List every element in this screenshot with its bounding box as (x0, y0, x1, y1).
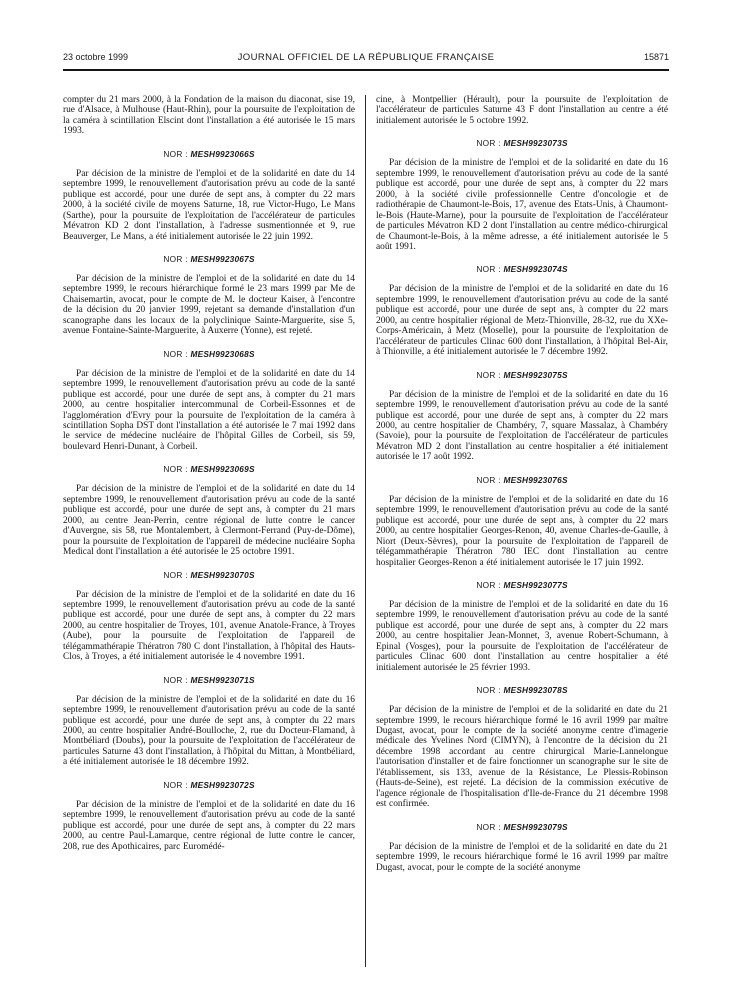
nor-code: MESH9923071S (190, 674, 255, 685)
paragraph: Par décision de la ministre de l'emploi et de la solidarité en date du 21 septembre 1999, le recours hiérarchique formé le 16 avril 1999 par maître Dugast, avocat, pour le compte de la société anonyme centre d'imagerie médicale des Yvelines Nord (CIMYN), à l'encontre de la décision du 21 décembre 1998 accordant au centre chirurgical Marie-Lannelongue l'autorisation d'installer et de faire fonctionner un scanographe sur le site de l'établissement, sis 133, avenue de la Résistance, Le Plessis-Robinson (Hauts-de-Seine), est rejeté. La décision de la commission exécutive de l'agence régionale de l'hospitalisation d'Ile-de-France du 21 décembre 1998 est confirmée. (376, 705, 668, 810)
nor-label: NOR : (476, 369, 504, 380)
header-rule (63, 69, 669, 71)
paragraph: Par décision de la ministre de l'emploi et de la solidarité en date du 16 septembre 1999, le renouvellement d'autorisation prévu au code de la santé publique est accordé, pour une durée de sept ans, à compter du 22 mars 2000, au centre hospitalier André-Boulloche, 2, rue du Docteur-Flamand, à Montbéliard (Doubs), pour la poursuite de l'exploitation de l'accélérateur de particules Saturne 43 dont l'installation, à l'hôpital du Mittan, à Montbéliard, a été initialement autorisée le 18 décembre 1992. (63, 694, 355, 768)
nor-code: MESH9923073S (503, 138, 568, 149)
nor-code: MESH9923074S (503, 264, 568, 275)
nor-line (63, 254, 355, 264)
issue-date: 23 octobre 1999 (63, 52, 129, 62)
nor-label: NOR : (476, 579, 504, 590)
nor-code: MESH9923068S (190, 348, 255, 359)
paragraph: Par décision de la ministre de l'emploi et de la solidarité en date du 14 septembre 1999, le renouvellement d'autorisation prévu au code de la santé publique est accordé, pour une durée de sept ans, à compter du 22 mars 2000, à la société civile de moyens Saturne, 18, rue Victor-Hugo, Le Mans (Sarthe), pour la poursuite de l'exploitation de l'accélérateur de particules Mévatron KD 2 dont l'installation, à l'adresse susmentionnée et 9, rue Beauverger, Le Mans, a été initialement autorisée le 22 juin 1992. (63, 168, 355, 242)
nor-label: NOR : (163, 253, 191, 264)
nor-label: NOR : (476, 685, 504, 696)
nor-code: MESH9923076S (503, 474, 568, 485)
paragraph: Par décision de la ministre de l'emploi et de la solidarité en date du 16 septembre 1999, le renouvellement d'autorisation prévu au code de la santé publique est accordé, pour une durée de sept ans, à compter du 22 mars 2000, à la société civile professionnelle Centre d'oncologie et de radiothérapie de Chaumont-le-Bois, 17, avenue des Etats-Unis, à Chaumont-le-Bois (Haute-Marne), pour la poursuite de l'exploitation de l'accélérateur de particules Mévatron KD 2 dont l'installation au centre médico-chirurgical de Chaumont-le-Bois, à la même adresse, a été initialement autorisée le 5 août 1991. (376, 158, 668, 252)
paragraph: cine, à Montpellier (Hérault), pour la poursuite de l'exploitation de l'accélérateur de particules Saturne 43 F dont l'installation au centre a été initialement autorisée le 5 octobre 1992. (376, 95, 668, 126)
nor-line (376, 370, 668, 380)
nor-code: MESH9923066S (190, 148, 255, 159)
paragraph: Par décision de la ministre de l'emploi et de la solidarité en date du 16 septembre 1999, le renouvellement d'autorisation prévu au code de la santé publique est accordé, pour une durée de sept ans, à compter du 22 mars 2000, au centre hospitalier régional de Metz-Thionville, 28-32, rue du XXe-Corps-Américain, à Metz (Moselle), pour la poursuite de l'exploitation de l'accélérateur de particules Clinac 600 dont l'installation, à l'hôpital Bel-Air, à Thionville, a été initialement autorisée le 7 décembre 1992. (376, 284, 668, 358)
nor-line (63, 349, 355, 359)
nor-label: NOR : (476, 138, 504, 149)
page-number: 15871 (643, 52, 669, 62)
paragraph: Par décision de la ministre de l'emploi et de la solidarité en date du 14 septembre 1999, le recours hiérarchique formé le 23 mars 1999 par Me de Chaisemartin, avocat, pour le compte de M. le docteur Kaiser, à l'encontre de la décision du 20 janvier 1999, rejetant sa demande d'installation d'un scanographe dans les locaux de la polyclinique Sainte-Marguerite, sise 5, avenue Fontaine-Sainte-Marguerite, à Auxerre (Yonne), est rejeté. (63, 273, 355, 337)
nor-line (376, 475, 668, 485)
paragraph: compter du 21 mars 2000, à la Fondation de la maison du diaconat, sise 19, rue d'Alsace, à Mulhouse (Haut-Rhin), pour la poursuite de l'exploitation de la caméra à scintillation Elscint dont l'installation a été autorisée le 15 mars 1993. (63, 95, 355, 137)
paragraph: Par décision de la ministre de l'emploi et de la solidarité en date du 16 septembre 1999, le renouvellement d'autorisation prévu au code de la santé publique est accordé, pour une durée de sept ans, à compter du 22 mars 2000, au centre Paul-Lamarque, centre régional de lutte contre le cancer, 208, rue des Apothicaires, parc Euromédé- (63, 799, 355, 852)
nor-line (376, 822, 668, 832)
paragraph: Par décision de la ministre de l'emploi et de la solidarité en date du 14 septembre 1999, le renouvellement d'autorisation prévu au code de la santé publique est accordé, pour une durée de sept ans, à compter du 21 mars 2000, au centre hospitalier intercommunal de Corbeil-Essonnes et de l'agglomération d'Evry pour la poursuite de l'exploitation de la caméra à scintillation Sopha DST dont l'installation a été autorisée le 7 mai 1992 dans le service de médecine nucléaire de l'hôpital Gilles de Corbeil, sis 59, boulevard Henri-Dunant, à Corbeil. (63, 368, 355, 452)
paragraph: Par décision de la ministre de l'emploi et de la solidarité en date du 16 septembre 1999, le renouvellement d'autorisation prévu au code de la santé publique est accordé, pour une durée de sept ans, à compter du 22 mars 2000, au centre hospitalier Georges-Renon, 40, avenue Charles-de-Gaulle, à Niort (Deux-Sèvres), pour la poursuite de l'exploitation de l'appareil de télégammathérapie Thératron 780 IEC dont l'installation au centre hospitalier Georges-Renon a été initialement autorisée le 17 juin 1992. (376, 494, 668, 568)
nor-label: NOR : (476, 474, 504, 485)
nor-line (376, 264, 668, 274)
nor-code: MESH9923077S (503, 579, 568, 590)
nor-code: MESH9923067S (190, 253, 255, 264)
nor-label: NOR : (476, 264, 504, 275)
nor-code: MESH9923070S (190, 569, 255, 580)
nor-line (63, 464, 355, 474)
nor-label: NOR : (163, 779, 191, 790)
running-head (63, 52, 669, 63)
nor-line (376, 580, 668, 590)
nor-line (63, 675, 355, 685)
column-right (376, 95, 668, 873)
nor-label: NOR : (163, 569, 191, 580)
paragraph: Par décision de la ministre de l'emploi et de la solidarité en date du 16 septembre 1999, le renouvellement d'autorisation prévu au code de la santé publique est accordé, pour une durée de sept ans, à compter du 22 mars 2000, au centre hospitalier Jean-Monnet, 3, avenue Robert-Schumann, à Epinal (Vosges), pour la poursuite de l'exploitation de l'accélérateur de particules Clinac 600 dont l'installation au centre hospitalier a été initialement autorisée le 25 février 1993. (376, 599, 668, 673)
nor-line (63, 149, 355, 159)
nor-code: MESH9923069S (190, 464, 255, 475)
journal-title: JOURNAL OFFICIEL DE LA RÉPUBLIQUE FRANÇAISE (237, 52, 495, 63)
nor-line (63, 570, 355, 580)
nor-line (376, 685, 668, 695)
paragraph: Par décision de la ministre de l'emploi et de la solidarité en date du 14 septembre 1999, le renouvellement d'autorisation prévu au code de la santé publique est accordé, pour une durée de sept ans, à compter du 21 mars 2000, au centre Jean-Perrin, centre régional de lutte contre le cancer d'Auvergne, sis 58, rue Montalembert, à Clermont-Ferrand (Puy-de-Dôme), pour la poursuite de l'exploitation de l'appareil de médecine nucléaire Sopha Medical dont l'installation a été autorisée le 25 octobre 1991. (63, 484, 355, 558)
nor-code: MESH9923079S (503, 821, 568, 832)
nor-code: MESH9923078S (503, 685, 568, 696)
column-left (63, 95, 355, 873)
nor-label: NOR : (163, 464, 191, 475)
paragraph: Par décision de la ministre de l'emploi et de la solidarité en date du 16 septembre 1999, le renouvellement d'autorisation prévu au code de la santé publique est accordé, pour une durée de sept ans, à compter du 22 mars 2000, au centre hospitalier de Troyes, 101, avenue Anatole-France, à Troyes (Aube), pour la poursuite de l'exploitation de l'appareil de télégammathérapie Thératron 780 C dont l'installation, à l'hôpital des Hauts-Clos, à Troyes, a été initialement autorisée le 4 novembre 1991. (63, 589, 355, 663)
text-columns (63, 95, 669, 873)
paragraph: Par décision de la ministre de l'emploi et de la solidarité en date du 16 septembre 1999, le renouvellement d'autorisation prévu au code de la santé publique est accordé, pour une durée de sept ans, à compter du 22 mars 2000, au centre hospitalier de Chambéry, 7, square Massalaz, à Chambéry (Savoie), pour la poursuite de l'exploitation de l'accélérateur de particules Mévatron MD 2 dont l'installation au centre hospitalier a été initialement autorisée le 17 août 1992. (376, 389, 668, 463)
nor-code: MESH9923072S (190, 779, 255, 790)
nor-label: NOR : (163, 348, 191, 359)
nor-label: NOR : (163, 674, 191, 685)
nor-code: MESH9923075S (503, 369, 568, 380)
nor-line (63, 780, 355, 790)
paragraph: Par décision de la ministre de l'emploi et de la solidarité en date du 21 septembre 1999, le recours hiérarchique formé le 16 avril 1999 par maître Dugast, avocat, pour le compte de la société anonyme (376, 841, 668, 873)
nor-line (376, 138, 668, 148)
nor-label: NOR : (163, 148, 191, 159)
nor-label: NOR : (476, 821, 504, 832)
